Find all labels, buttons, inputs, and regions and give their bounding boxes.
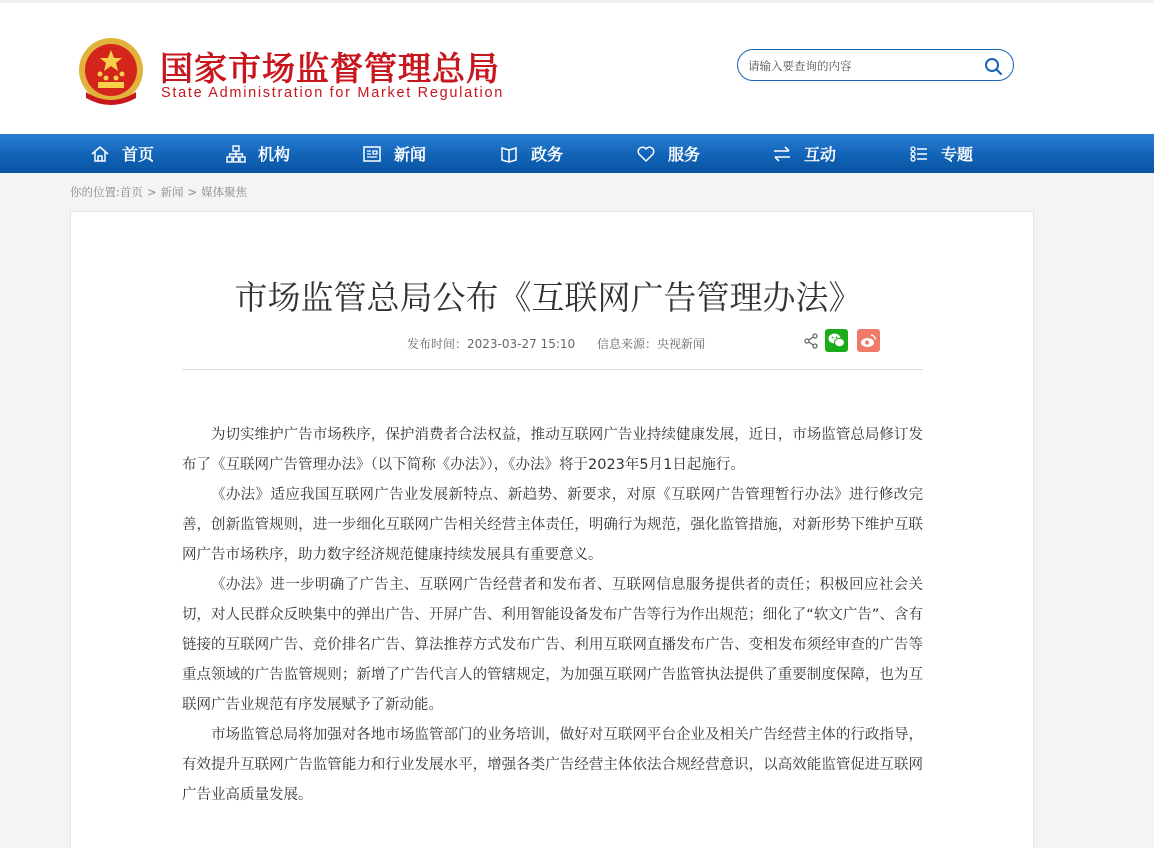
home-icon: [90, 144, 110, 164]
nav-item-interact[interactable]: [772, 134, 836, 173]
breadcrumb-separator: >: [187, 185, 198, 199]
article-meta: [407, 335, 723, 352]
breadcrumb-media-link[interactable]: 媒体聚焦: [201, 185, 248, 199]
article-paragraph: 《办法》进一步明确了广告主、互联网广告经营者和发布者、互联网信息服务提供者的责任；积极回应社会关切，对人民群众反映集中的弹出广告、开屏广告、利用智能设备发布广告等行为作出规范；细化了“软文广告”、含有链接的互联网广告、竞价排名广告、算法推荐方式发布广告、利用互联网直播发布广告、变相发布须经审查的广告等重点领域的广告监管规则；新增了广告代言人的管辖规定，为加强互联网广告监管执法提供了重要制度保障，也为互联网广告业规范有序发展赋予了新动能。: [182, 577, 923, 713]
site-title-en[interactable]: State Administration for Market Regulation: [161, 85, 505, 101]
nav-label: 互动: [804, 145, 837, 164]
article-source: 信息来源：央视新闻: [596, 337, 705, 351]
heart-icon: [636, 144, 656, 164]
site-title-cn[interactable]: 国家市场监督管理总局: [160, 49, 500, 88]
article-body: [182, 420, 923, 810]
nav-label: 政务: [531, 145, 564, 164]
search-box: [737, 49, 1014, 81]
weibo-icon[interactable]: [857, 329, 880, 352]
nav-label: 新闻: [394, 145, 427, 164]
org-chart-icon: [226, 144, 246, 164]
nav-label: 专题: [941, 145, 974, 164]
article-divider: [182, 369, 923, 370]
article-paragraph: 市场监管总局将加强对各地市场监管部门的业务培训，做好对互联网平台企业及相关广告经营主体的行政指导，有效提升互联网广告监管能力和行业发展水平，增强各类广告经营主体依法合规经营意识，以高效能监管促进互联网广告业高质量发展。: [182, 727, 923, 803]
nav-item-affairs[interactable]: [499, 134, 563, 173]
publish-time: 发布时间：2023-03-27 15:10: [407, 337, 576, 351]
breadcrumb-news-link[interactable]: 新闻: [160, 185, 184, 199]
site-header: [0, 0, 1154, 134]
breadcrumb: [70, 184, 247, 200]
article-paragraph: 《办法》适应我国互联网广告业发展新特点、新趋势、新要求，对原《互联网广告管理暂行办法》进行修改完善，创新监管规则，进一步细化互联网广告相关经营主体责任，明确行为规范，强化监管措施，对新形势下维护互联网广告市场秩序，助力数字经济规范健康持续发展具有重要意义。: [182, 487, 923, 563]
exchange-arrows-icon: [772, 144, 792, 164]
article-paragraph: 为切实维护广告市场秩序，保护消费者合法权益，推动互联网广告业持续健康发展，近日，市场监管总局修订发布了《互联网广告管理办法》（以下简称《办法》），《办法》将于2023年5月1日起施行。: [182, 427, 923, 473]
breadcrumb-prefix: 你的位置:: [70, 185, 120, 199]
search-icon[interactable]: [983, 56, 1003, 76]
article-title: 市场监管总局公布《互联网广告管理办法》: [234, 278, 862, 317]
main-nav: [0, 134, 1154, 173]
newspaper-icon: [362, 144, 382, 164]
nav-item-org[interactable]: [226, 134, 290, 173]
list-icon: [909, 144, 929, 164]
nav-label: 服务: [668, 145, 701, 164]
nav-item-home[interactable]: [90, 134, 154, 173]
search-input[interactable]: [748, 56, 978, 76]
breadcrumb-separator: >: [146, 185, 157, 199]
book-icon: [499, 144, 519, 164]
nav-item-topics[interactable]: [909, 134, 973, 173]
wechat-icon[interactable]: [825, 329, 848, 352]
nav-label: 机构: [258, 145, 291, 164]
national-emblem-icon[interactable]: [76, 36, 146, 108]
share-icon[interactable]: [803, 333, 819, 349]
nav-item-news[interactable]: [362, 134, 426, 173]
nav-item-service[interactable]: [636, 134, 700, 173]
nav-label: 首页: [122, 145, 155, 164]
breadcrumb-home-link[interactable]: 首页: [119, 185, 143, 199]
